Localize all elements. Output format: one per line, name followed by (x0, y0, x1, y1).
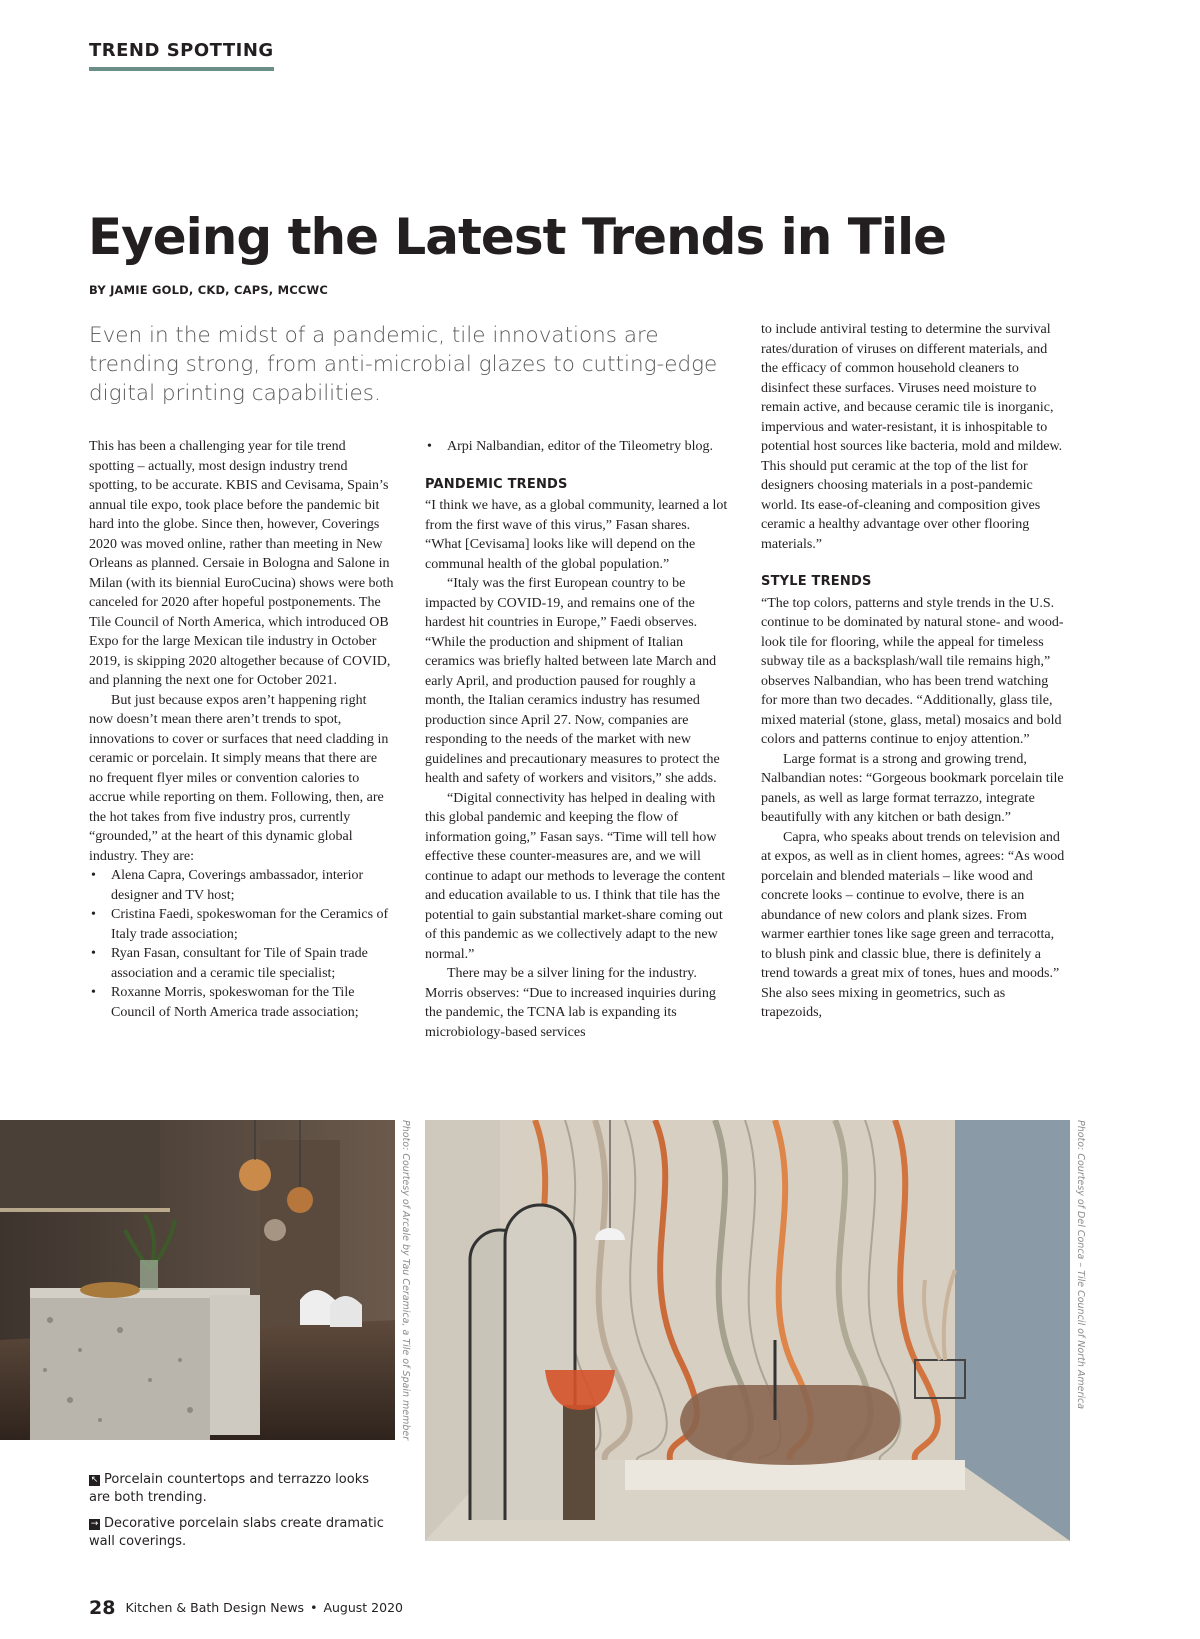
section-tag: TREND SPOTTING (89, 40, 274, 71)
arrow-right-icon: → (90, 1519, 99, 1529)
list-item (89, 983, 394, 1022)
list-item-text: Arpi Nalbandian, editor of the Tileometry blog. (447, 439, 713, 454)
paragraph: But just because expos aren’t happening right now doesn’t mean there aren’t trends to spot, innovations to cover or surfaces that need cladding in ceramic or porcelain. It simply means that there are no frequent flyer miles or convention calories to accrue while reporting on them. Following, then, are the hot takes from five industry pros, currently “grounded,” at the heart of this dynamic global industry. They are: (89, 692, 389, 864)
photo-caption (89, 1515, 389, 1551)
bathroom-photo (425, 1120, 1070, 1541)
issue-date: August 2020 (323, 1600, 403, 1615)
page-footer (89, 1597, 403, 1619)
photo-credit: Photo: Courtesy of Del Conca – Tile Council of North America (1075, 1120, 1086, 1410)
paragraph: Capra, who speaks about trends on television and at expos, as well as in client homes, agrees: “As wood porcelain and blended materials – like wood and concrete looks – continue to evolve, there is an abundance of new colors and plank sizes. From warmer earthier tones like sage green and terracotta, to blush pink and classic blue, there is definitely a trend towards a great mix of tones, hues and moods.” She also sees mixing in geometrics, such as trapezoids, (761, 829, 1065, 1020)
kitchen-illustration (0, 1120, 395, 1440)
page-number: 28 (89, 1597, 116, 1619)
paragraph: Large format is a strong and growing trend, Nalbandian notes: “Gorgeous bookmark porcelain tile panels, as well as large format terrazzo, integrate beautifully with any kitchen or bath design.” (761, 751, 1064, 825)
bullet-icon: • (427, 439, 432, 454)
list-item (89, 944, 394, 983)
list-item-text: Cristina Faedi, spokeswoman for the Ceramics of Italy trade association; (111, 907, 389, 942)
list-item-text: Roxanne Morris, spokeswoman for the Tile Council of North America trade association; (111, 985, 359, 1020)
bullet-icon: • (91, 907, 96, 922)
list-item-text: Alena Capra, Coverings ambassador, interior designer and TV host; (111, 868, 364, 903)
paragraph: This has been a challenging year for tile trend spotting – actually, most design industry trend spotting, to be accurate. KBIS and Cevisama, Spain’s annual tile expo, took place before the pandemic bit hard into the globe. Since then, however, Coverings 2020 was moved online, rather than meeting in New Orleans as planned. Cersaie in Bologna and Salone in Milan (with its biennial EuroCucina) shows were both canceled for 2020 after hopeful postponements. The Tile Council of North America, which introduced OB Expo for the large Mexican tile industry in October 2019, is skipping 2020 altogether because of COVID, and planning the next one for October 2021. (89, 439, 394, 688)
list-item (89, 866, 394, 905)
paragraph: There may be a silver lining for the industry. Morris observes: “Due to increased inquiries during the pandemic, the TCNA lab is expanding its microbiology-based services (425, 966, 716, 1040)
article-column-3 (761, 320, 1066, 1023)
article-column-1 (89, 437, 394, 1022)
paragraph: “I think we have, as a global community, learned a lot from the first wave of this virus,” Fasan shares. “What [Cevisama] looks like will depend on the communal health of the global population.” (425, 498, 728, 572)
bullet-icon: • (91, 946, 96, 961)
footer-separator: • (310, 1600, 318, 1615)
list-item (89, 905, 394, 944)
article-column-2 (425, 437, 730, 1042)
kitchen-photo (0, 1120, 395, 1440)
list-item (425, 437, 730, 457)
caption-text: Porcelain countertops and terrazzo looks are both trending. (89, 1472, 369, 1505)
sources-list-continued (425, 437, 730, 457)
photo-credit: Photo: Courtesy of Arcale by Tau Ceramica, a Tile of Spain member (400, 1120, 411, 1441)
caption-text: Decorative porcelain slabs create dramatic wall coverings. (89, 1516, 384, 1549)
headline: Eyeing the Latest Trends in Tile (88, 208, 947, 266)
paragraph: “Italy was the first European country to be impacted by COVID-19, and remains one of the hardest hit countries in Europe,” Faedi observes. “While the production and shipment of Italian ceramics was briefly halted between late March and early April, and production paused for roughly a month, the Italian ceramics industry has resumed production since April 27. Now, companies are responding to the needs of the market with new guidelines and precautionary measures to protect the health and safety of workers and visitors,” she adds. (425, 576, 720, 786)
bullet-icon: • (91, 868, 96, 883)
paragraph: “Digital connectivity has helped in dealing with this global pandemic and keeping the flow of information going,” Fasan says. “Time will tell how effective these counter-measures are, and we will continue to adapt our methods to leverage the content and education available to us. I think that tile has the potential to gain substantial market-share coming out of this pandemic as we collectively adapt to the new normal.” (425, 790, 726, 962)
subhead-style-trends: STYLE TRENDS (761, 574, 872, 589)
byline: BY JAMIE GOLD, CKD, CAPS, MCCWC (89, 283, 329, 297)
paragraph: “The top colors, patterns and style trends in the U.S. continue to be dominated by natural stone- and wood-look tile for flooring, while the appeal for timeless subway tile as a backsplash/wall tile remains high,” observes Nalbandian, who has been trend watching for more than two decades. “Additionally, glass tile, mixed material (stone, glass, metal) mosaics and bold colors and patterns continue to enjoy attention.” (761, 595, 1064, 747)
bullet-icon: • (91, 985, 96, 1000)
paragraph: to include antiviral testing to determine the survival rates/duration of viruses on different materials, and the efficacy of common household cleaners to disinfect these surfaces. Viruses need moisture to remain active, and because ceramic tile is inorganic, impervious and water-resistant, it is inhospitable to potential host sources like bacteria, mold and mildew. This should put ceramic at the top of the list for designers choosing materials in a post-pandemic world. Its ease-of-cleaning and composition gives ceramic a healthy advantage over other flooring materials.” (761, 322, 1063, 552)
subhead-pandemic-trends: PANDEMIC TRENDS (425, 476, 568, 492)
bathroom-illustration (425, 1120, 1070, 1541)
deck: Even in the midst of a pandemic, tile innovations are trending strong, from anti-microbial glazes to cutting-edge digital printing capabilities. (89, 323, 718, 406)
sources-list (89, 866, 394, 1022)
publication-name: Kitchen & Bath Design News (125, 1600, 305, 1615)
arrow-up-left-icon: ↖ (90, 1475, 99, 1485)
photo-caption (89, 1471, 389, 1507)
list-item-text: Ryan Fasan, consultant for Tile of Spain trade association and a ceramic tile specialist; (111, 946, 368, 981)
